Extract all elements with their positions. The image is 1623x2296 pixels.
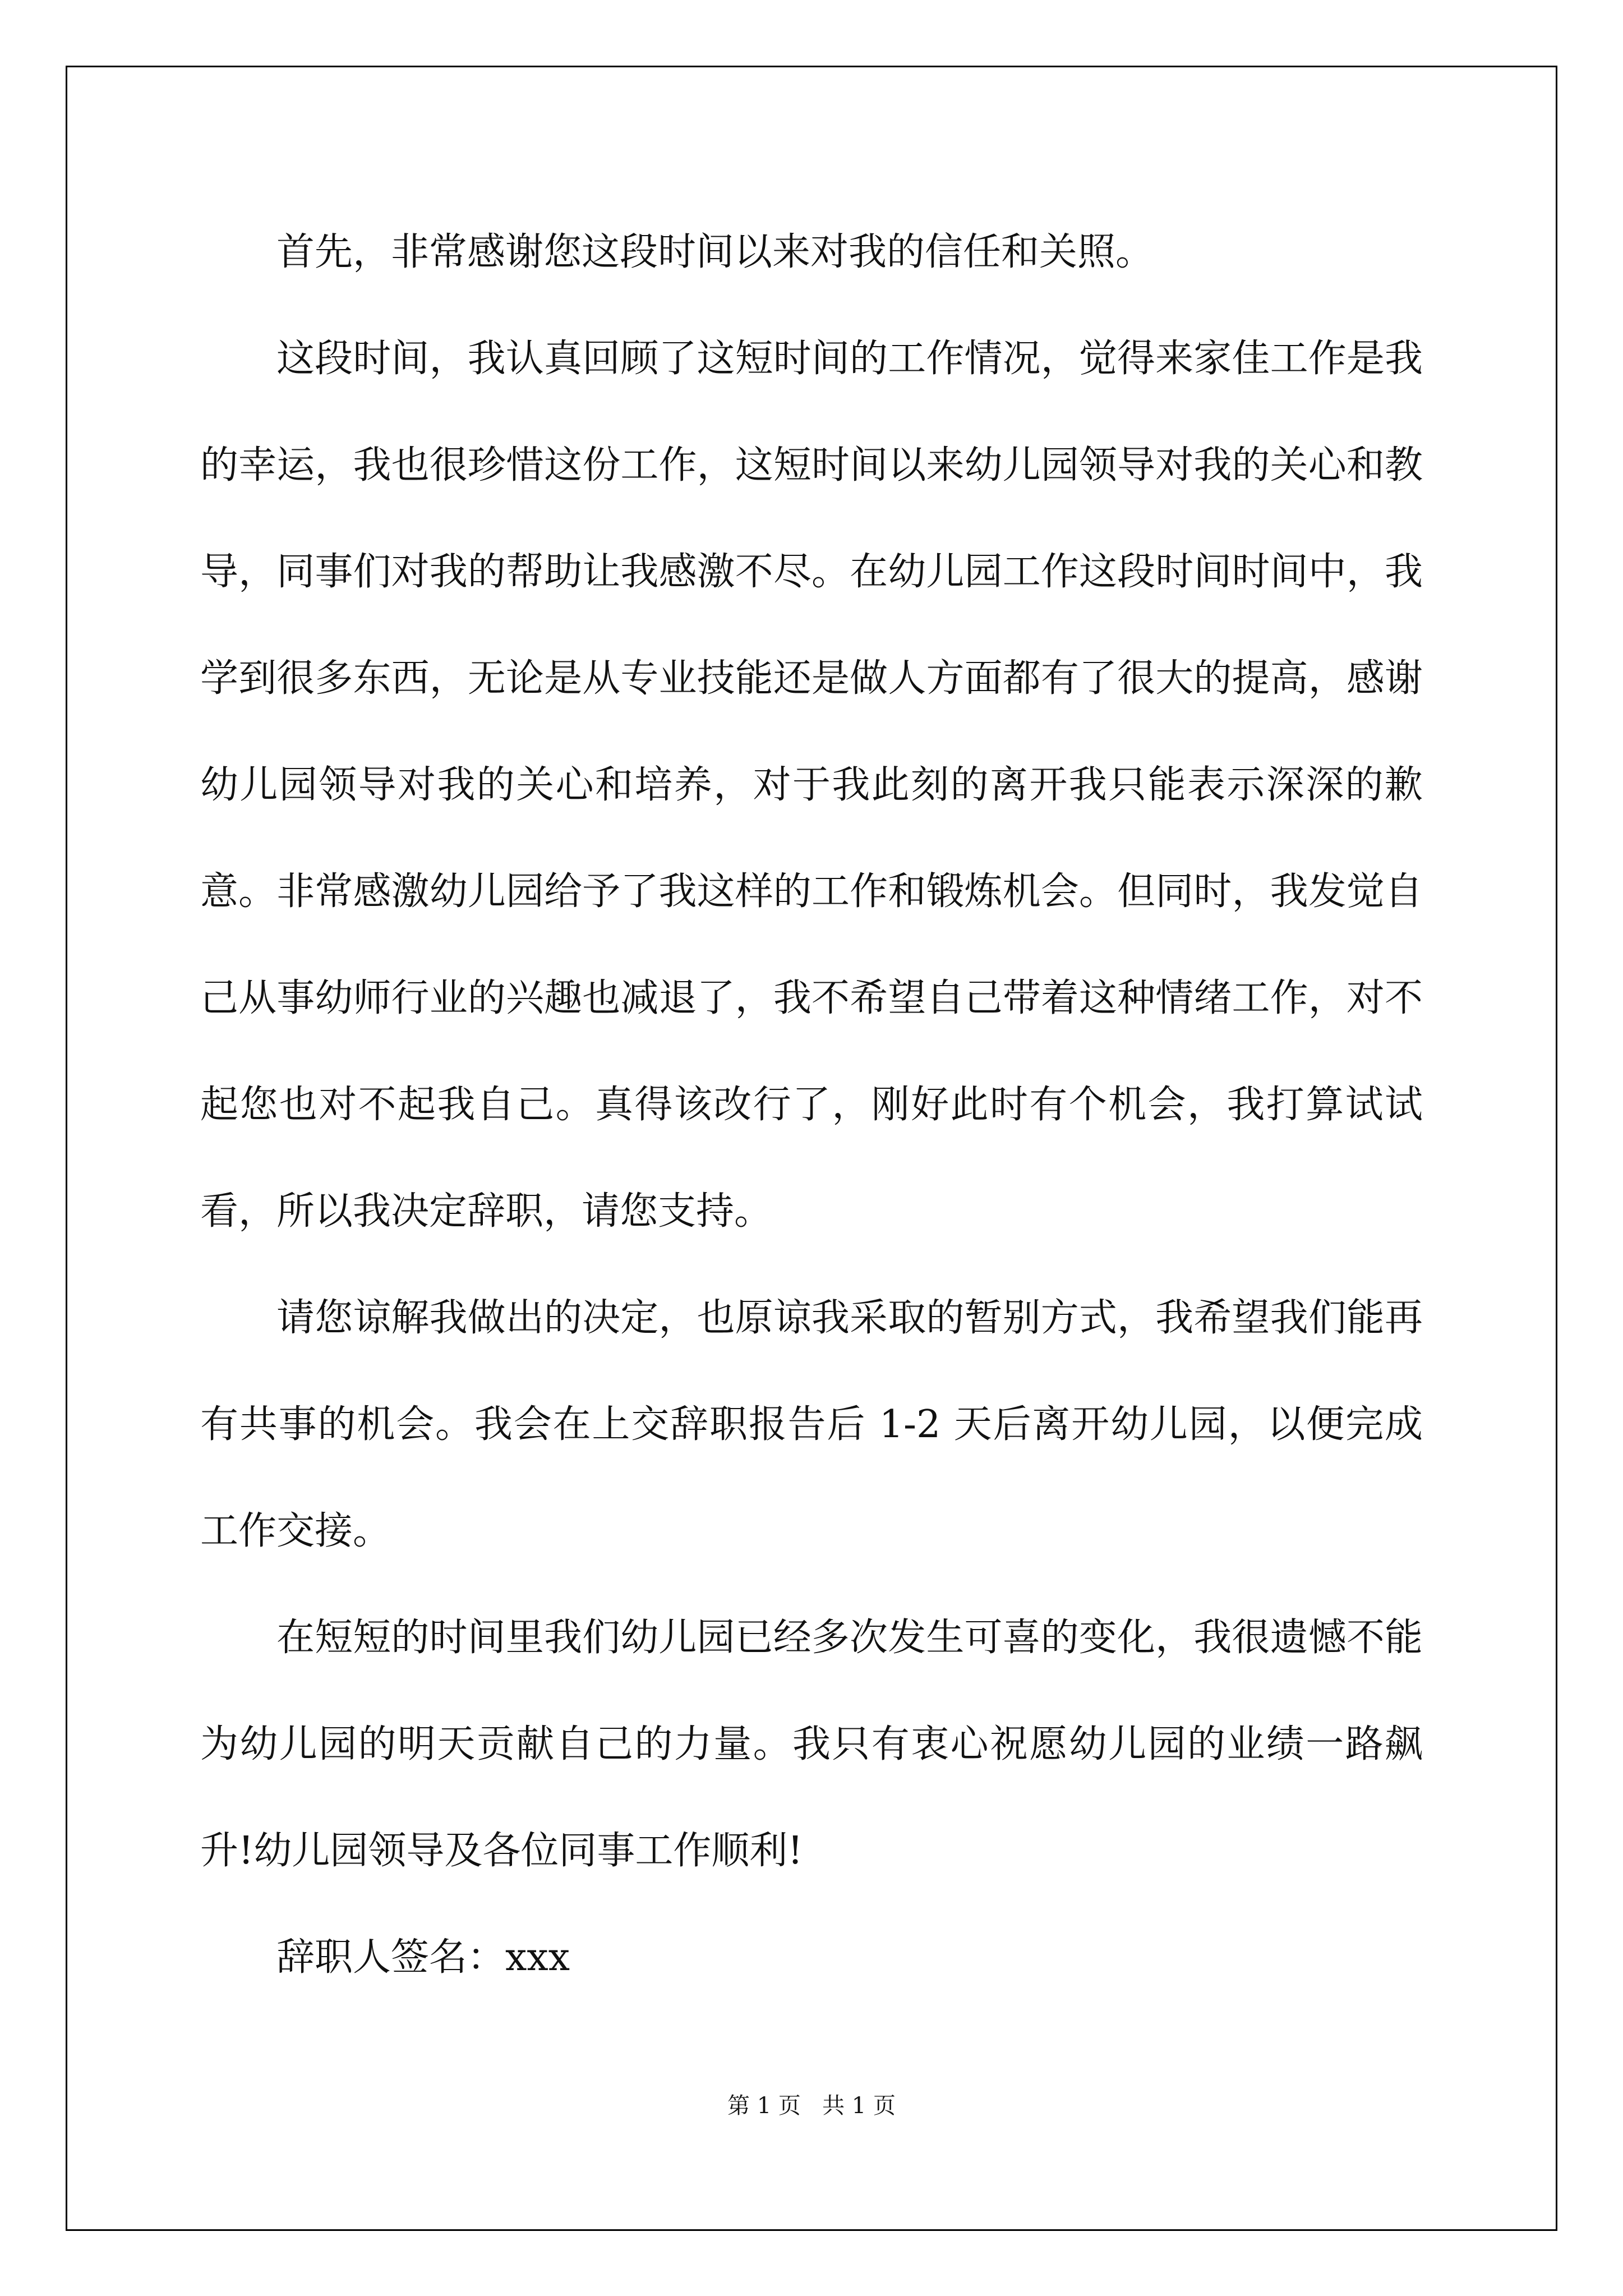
- paragraph-reflection: 这段时间，我认真回顾了这短时间的工作情况，觉得来家佳工作是我的幸运，我也很珍惜这份工作，这短时间以来幼儿园领导对我的关心和教导，同事们对我的帮助让我感激不尽。在幼儿园工作这段时间时间中，我学到很多东西，无论是从专业技能还是做人方面都有了很大的提高，感谢幼儿园领导对我的关心和培养，对于我此刻的离开我只能表示深深的歉意。非常感激幼儿园给予了我这样的工作和锻炼机会。但同时，我发觉自己从事幼师行业的兴趣也减退了，我不希望自己带着这种情绪工作，对不起您也对不起我自己。真得该改行了，刚好此时有个机会，我打算试试看，所以我决定辞职，请您支持。: [200, 337, 1423, 1234]
- paragraph-request: 请您谅解我做出的决定，也原谅我采取的暂别方式，我希望我们能再有共事的机会。我会在上交辞职报告后 1-2 天后离开幼儿园，以便完成工作交接。: [200, 1296, 1423, 1553]
- page-footer: 第 1 页 共 1 页: [727, 2093, 896, 2119]
- paragraph-thanks: 首先，非常感谢您这段时间以来对我的信任和关照。: [276, 230, 1154, 274]
- document-body: [200, 199, 1423, 2011]
- paragraph-wishes: 在短短的时间里我们幼儿园已经多次发生可喜的变化，我很遗憾不能为幼儿园的明天贡献自己的力量。我只有衷心祝愿幼儿园的业绩一路飙升!幼儿园领导及各位同事工作顺利!: [200, 1616, 1423, 1873]
- signature-line: 辞职人签名：xxx: [276, 1935, 570, 1980]
